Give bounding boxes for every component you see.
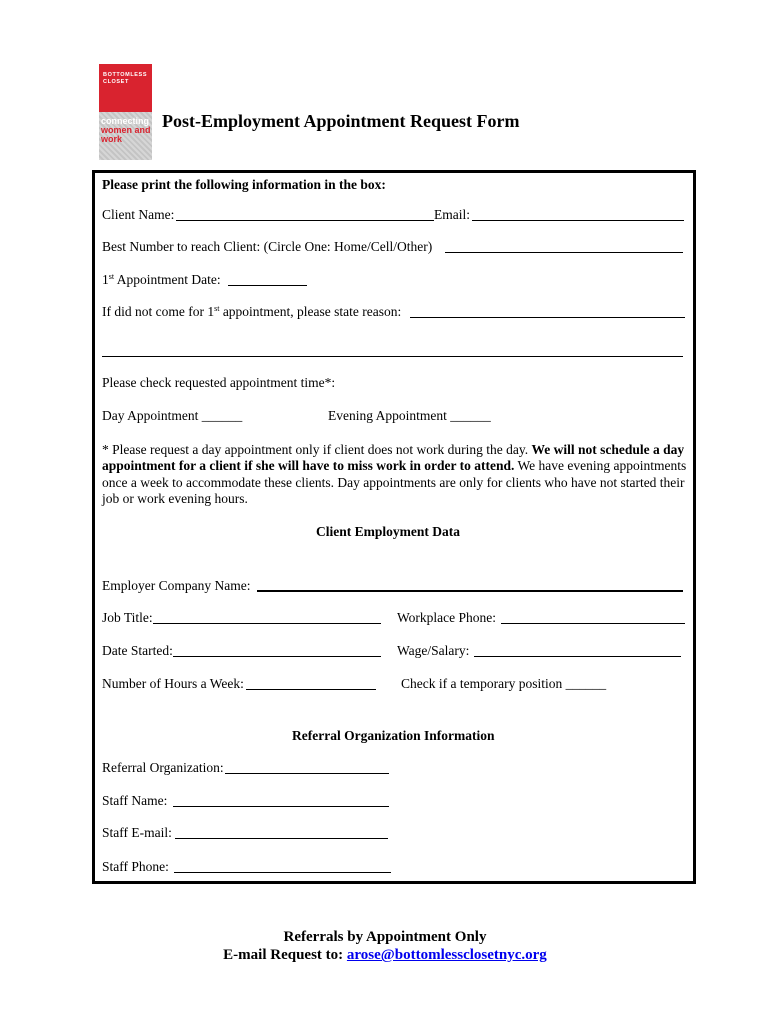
- referral-org-field[interactable]: [225, 773, 389, 774]
- day-appointment-option[interactable]: Day Appointment ______: [102, 408, 243, 423]
- appointment-note: * Please request a day appointment only if client does not work during the day. We will not schedule a day appointment for a client if she will have to miss work in order to attend. We have evening appointments once a week to accommodate these clients. Day appointments are only for clients who have not started their job or work evening hours.: [102, 442, 687, 506]
- bottomless-closet-logo: [99, 64, 152, 160]
- staff-phone-field[interactable]: [174, 872, 391, 873]
- date-started-label: Date Started:: [102, 643, 173, 658]
- logo-tagline-line-3: work: [101, 134, 123, 144]
- employment-heading: Client Employment Data: [316, 524, 460, 539]
- job-title-field[interactable]: [153, 623, 381, 624]
- email-label: Email:: [434, 207, 470, 222]
- footer-email-line: E-mail Request to: arose@bottomlessclosetnyc.org: [223, 947, 547, 963]
- check-time-label: Please check requested appointment time*:: [102, 375, 336, 390]
- appointment-date-field[interactable]: [228, 285, 307, 286]
- hours-field[interactable]: [246, 689, 376, 690]
- staff-name-label: Staff Name:: [102, 793, 168, 808]
- referral-heading: Referral Organization Information: [292, 728, 495, 743]
- employer-field[interactable]: [257, 590, 683, 592]
- logo-brand-block: [99, 64, 152, 112]
- workplace-phone-label: Workplace Phone:: [397, 610, 497, 625]
- staff-phone-label: Staff Phone:: [102, 859, 169, 874]
- temporary-position-option[interactable]: Check if a temporary position ______: [401, 676, 607, 691]
- wage-field[interactable]: [474, 656, 681, 657]
- logo-brand-line-1: BOTTOMLESS: [103, 72, 148, 78]
- job-title-label: Job Title:: [102, 610, 153, 625]
- appointment-date-label: 1st Appointment Date:: [102, 272, 221, 287]
- did-not-come-label: If did not come for 1st appointment, please state reason:: [102, 304, 402, 319]
- reason-field-line-2[interactable]: [102, 356, 683, 357]
- client-name-label: Client Name:: [102, 207, 175, 222]
- workplace-phone-field[interactable]: [501, 623, 685, 624]
- best-number-label: Best Number to reach Client: (Circle One: Home/Cell/Other): [102, 239, 433, 254]
- page-title: Post-Employment Appointment Request Form: [162, 111, 520, 131]
- email-field[interactable]: [472, 220, 684, 221]
- staff-email-label: Staff E-mail:: [102, 825, 172, 840]
- evening-appointment-option[interactable]: Evening Appointment ______: [328, 408, 491, 423]
- reason-field[interactable]: [410, 317, 685, 318]
- referral-org-label: Referral Organization:: [102, 760, 224, 775]
- hours-label: Number of Hours a Week:: [102, 676, 244, 691]
- box-instruction: Please print the following information in the box:: [102, 177, 386, 192]
- client-name-field[interactable]: [176, 220, 434, 221]
- logo-tagline-block: [99, 112, 152, 160]
- email-link[interactable]: arose@bottomlessclosetnyc.org: [346, 947, 547, 963]
- date-started-field[interactable]: [173, 656, 381, 657]
- employer-label: Employer Company Name:: [102, 578, 251, 593]
- staff-name-field[interactable]: [173, 806, 389, 807]
- logo-tagline-line-2: women and: [101, 125, 151, 135]
- best-number-field[interactable]: [445, 252, 683, 253]
- staff-email-field[interactable]: [175, 838, 388, 839]
- footer-referrals-note: Referrals by Appointment Only: [283, 929, 487, 945]
- logo-tagline-line-1: connecting: [101, 116, 150, 126]
- wage-label: Wage/Salary:: [397, 643, 470, 658]
- logo-brand-line-2: CLOSET: [103, 79, 129, 85]
